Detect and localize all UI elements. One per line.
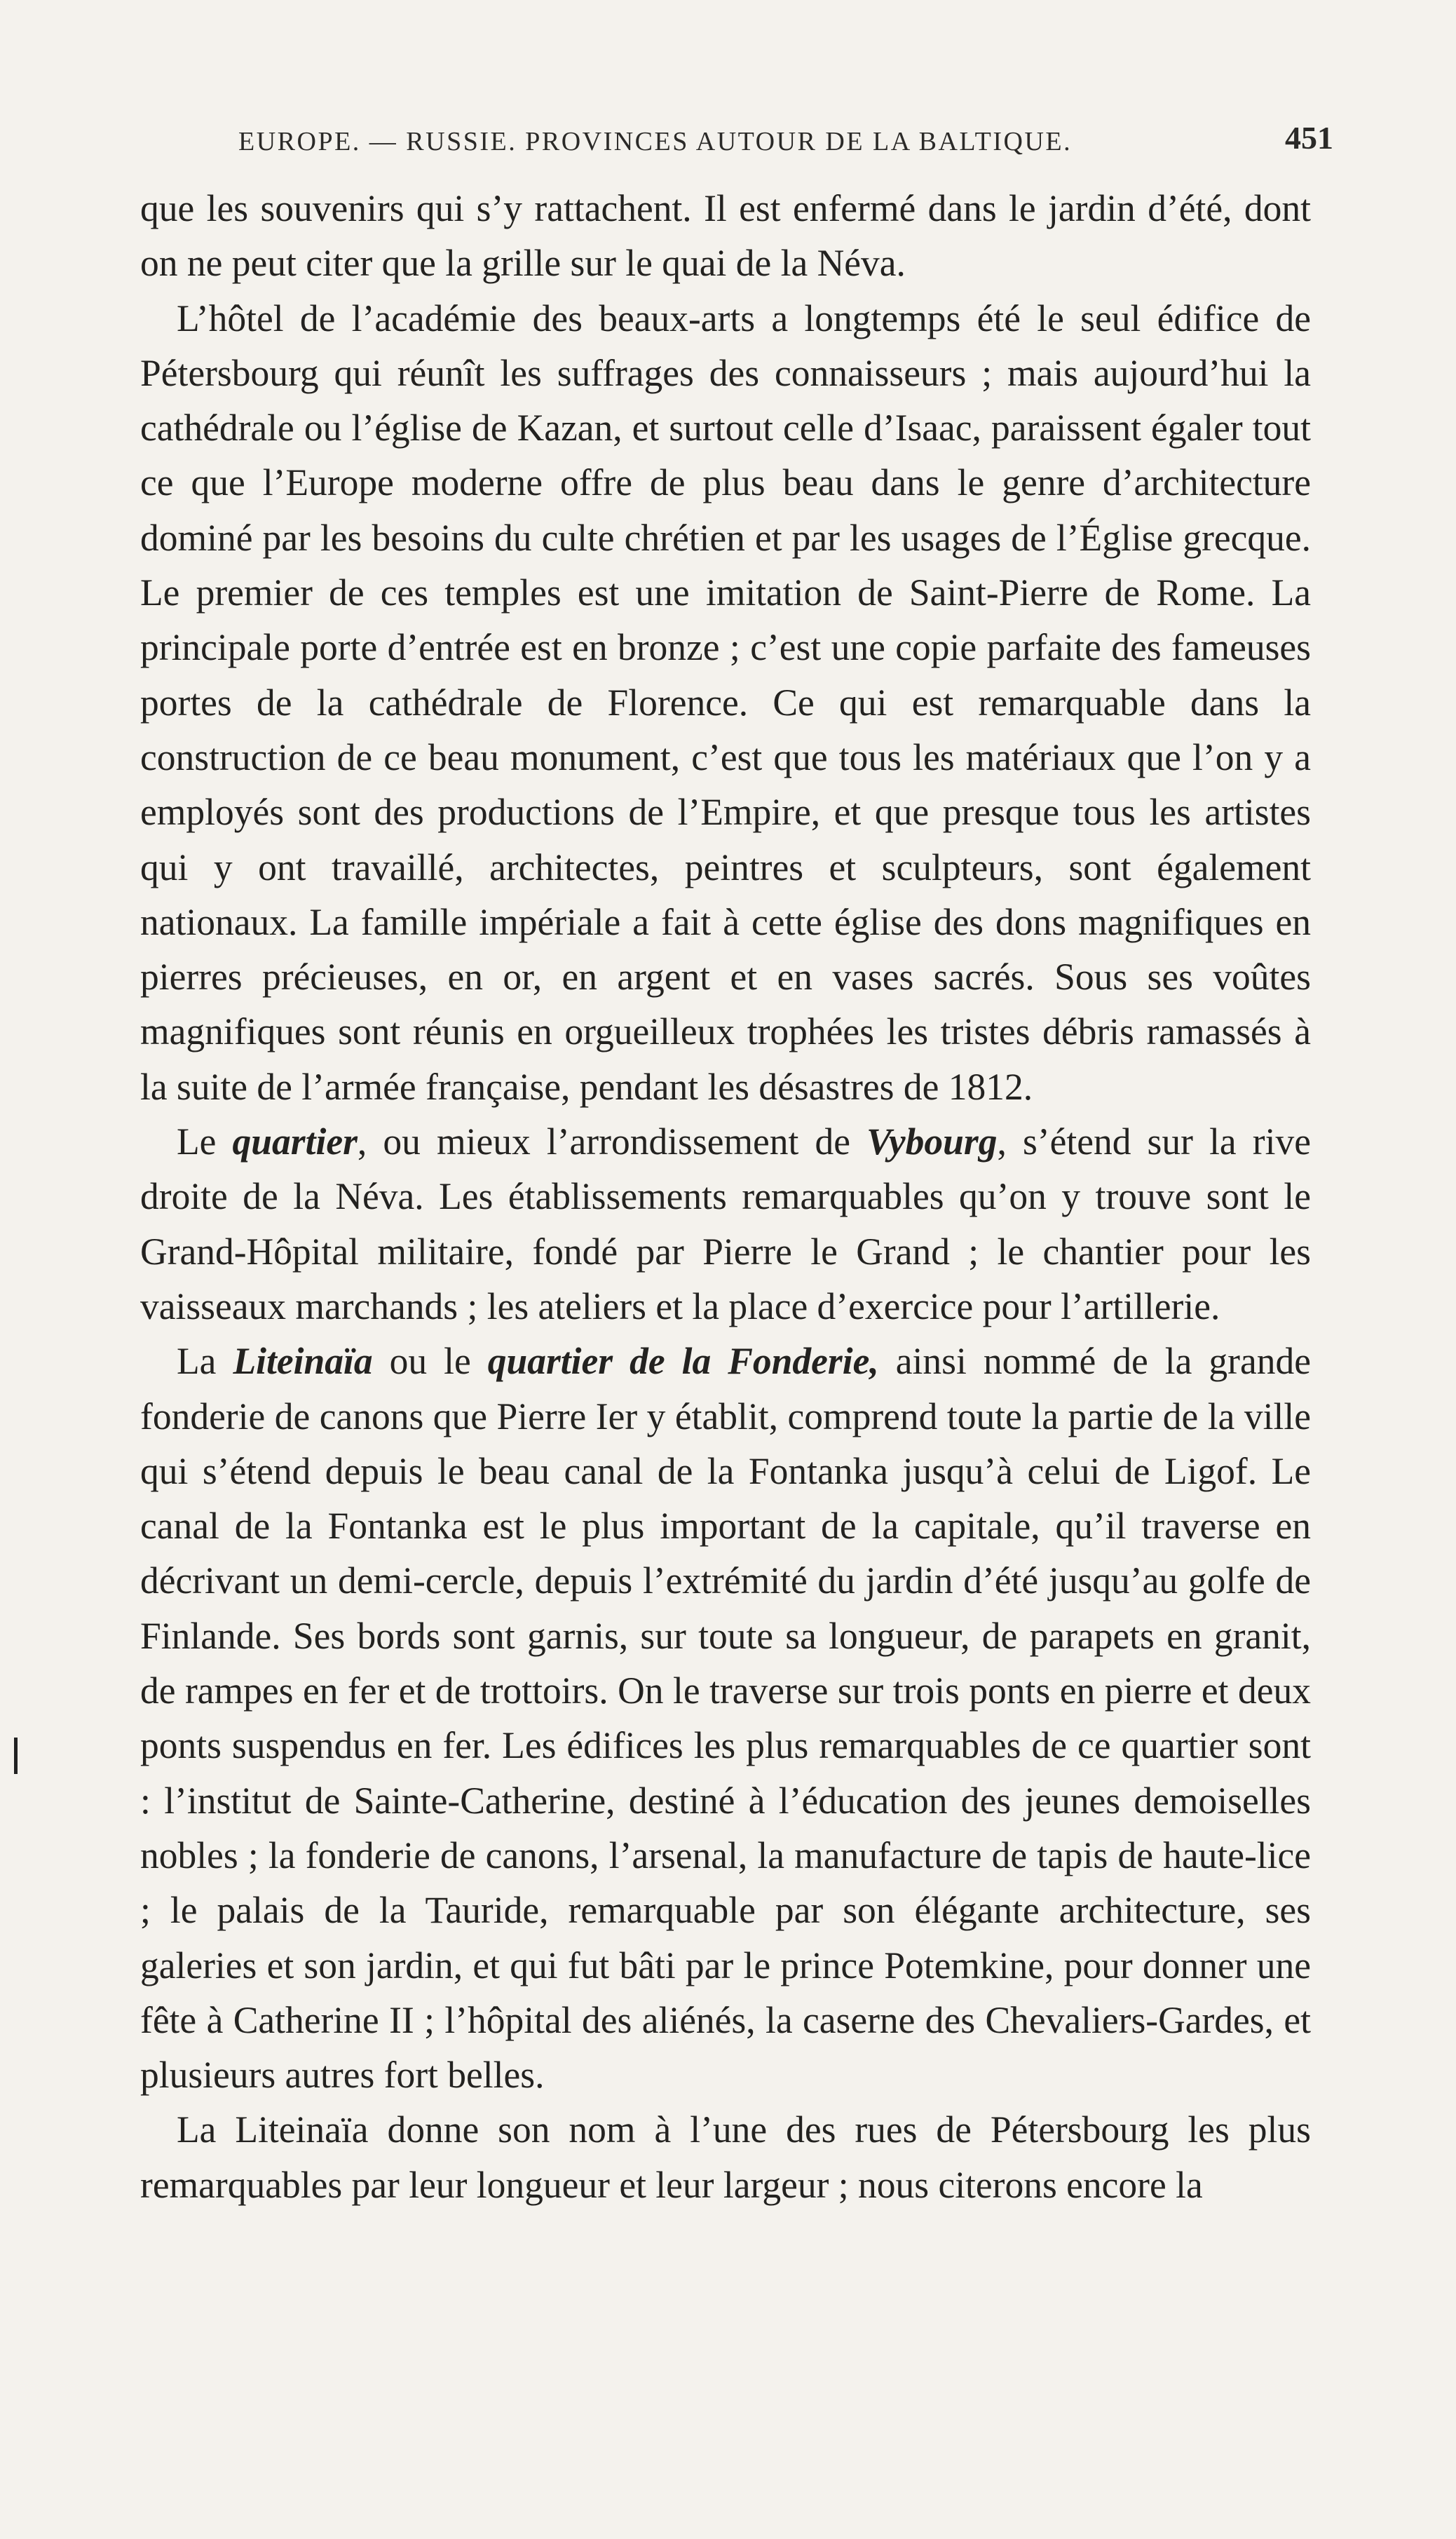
text-run: , s’étend sur la rive droite de la Néva. Les établissements remarquables qu’on y trouve sont le Grand-Hôpital militaire, fondé par Pierre le Grand ; le chantier pour les vaisseaux marchands ; les ateliers et la place d’exercice pour l’artillerie. <box>140 1120 1311 1327</box>
text-run: ainsi nommé de la grande fonderie de canons que Pierre Ier y établit, comprend toute la partie de la ville qui s’étend depuis le beau canal de la Fontanka jusqu’à celui de Ligof. Le canal de la Fontanka est le plus important de la capitale, qu’il traverse en décrivant un demi-cercle, depuis l’extrémité du jardin d’été jusqu’au golfe de Finlande. Ses bords sont garnis, sur toute sa longueur, de parapets en granit, de rampes en fer et de trottoirs. On le traverse sur trois ponts en pierre et deux ponts suspendus en fer. Les édifices les plus remarquables de ce quartier sont : l’institut de Sainte-Catherine, destiné à l’éducation des jeunes demoiselles nobles ; la fonderie de canons, l’arsenal, la manufacture de tapis de haute-lice ; le palais de la Tauride, remarquable par son élégante architecture, ses galeries et son jardin, et qui fut bâti par le prince Potemkine, pour donner une fête à Catherine II ; l’hôpital des aliénés, la caserne des Chevaliers-Gardes, et plusieurs autres fort belles. <box>140 1340 1311 2097</box>
paragraph <box>140 1334 1311 2102</box>
text-run: , ou mieux l’arrondissement de <box>357 1120 867 1163</box>
text-run: La Liteinaïa donne son nom à l’une des rues de Pétersbourg les plus remarquables par leur longueur et leur largeur ; nous citerons encore la <box>140 2108 1311 2206</box>
text-run: Le <box>177 1120 233 1163</box>
paragraph <box>140 291 1311 1114</box>
italic-term: quartier de la Fonderie, <box>487 1340 879 1383</box>
text-run: La <box>177 1340 233 1383</box>
running-head: EUROPE. — RUSSIE. PROVINCES AUTOUR DE LA BALTIQUE. <box>238 127 1073 156</box>
body-text <box>140 181 1311 2212</box>
gutter-mark <box>14 1738 18 1774</box>
text-run: que les souvenirs qui s’y rattachent. Il est enfermé dans le jardin d’été, dont on ne peut citer que la grille sur le quai de la Néva. <box>140 187 1311 285</box>
paragraph <box>140 181 1311 291</box>
text-run: L’hôtel de l’académie des beaux-arts a longtemps été le seul édifice de Pétersbourg qui réunît les suffrages des connaisseurs ; mais aujourd’hui la cathédrale ou l’église de Kazan, et surtout celle d’Isaac, paraissent égaler tout ce que l’Europe moderne offre de plus beau dans le genre d’architecture dominé par les besoins du culte chrétien et par les usages de l’Église grecque. Le premier de ces temples est une imitation de Saint-Pierre de Rome. La principale porte d’entrée est en bronze ; c’est une copie parfaite des fameuses portes de la cathédrale de Florence. Ce qui est remarquable dans la construction de ce beau monument, c’est que tous les matériaux que l’on y a employés sont des productions de l’Empire, et que presque tous les artistes qui y ont travaillé, architectes, peintres et sculpteurs, sont également nationaux. La famille impériale a fait à cette église des dons magnifiques en pierres précieuses, en or, en argent et en vases sacrés. Sous ses voûtes magnifiques sont réunis en orgueilleux trophées les tristes débris ramassés à la suite de l’armée française, pendant les désastres de 1812. <box>140 297 1311 1108</box>
italic-term: quartier <box>232 1120 358 1163</box>
italic-term: Liteinaïa <box>233 1340 373 1383</box>
paragraph <box>140 2102 1311 2212</box>
page-number: 451 <box>1285 120 1333 156</box>
page-header <box>140 119 1332 168</box>
paragraph <box>140 1114 1311 1334</box>
text-run: ou le <box>372 1340 488 1383</box>
italic-term: Vybourg <box>866 1120 998 1163</box>
